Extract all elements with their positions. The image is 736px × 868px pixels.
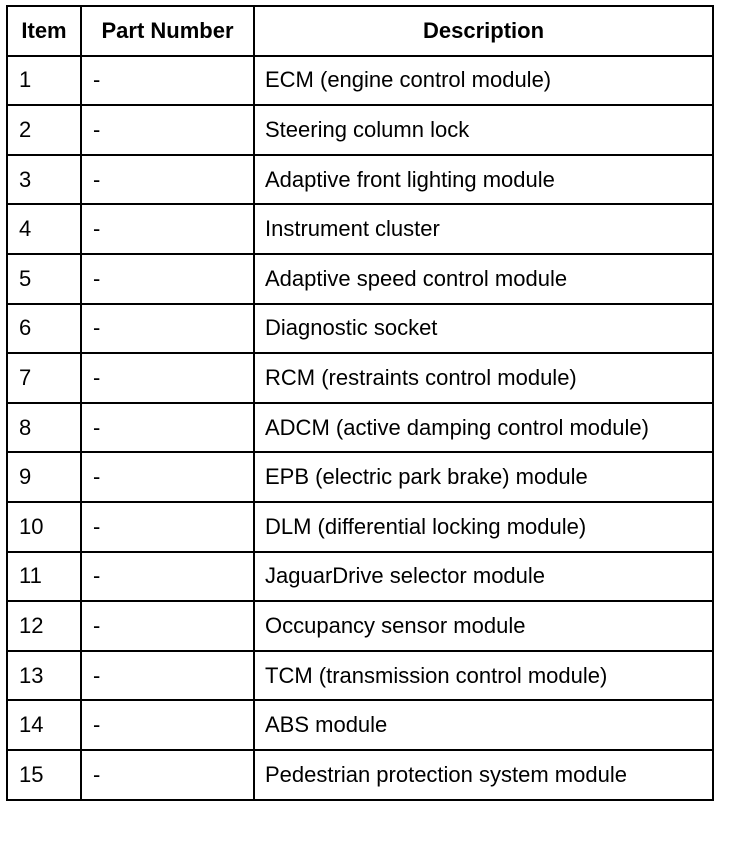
table-row (7, 601, 713, 651)
table-row (7, 304, 713, 354)
item-number: 11 (7, 552, 81, 602)
table-row (7, 502, 713, 552)
part-number: - (81, 56, 254, 106)
part-number: - (81, 651, 254, 701)
part-number: - (81, 204, 254, 254)
item-number: 4 (7, 204, 81, 254)
table-row (7, 353, 713, 403)
description: Occupancy sensor module (254, 601, 713, 651)
part-number: - (81, 155, 254, 205)
header-row (7, 6, 713, 56)
header-description: Description (254, 6, 713, 56)
item-number: 9 (7, 452, 81, 502)
part-number: - (81, 304, 254, 354)
table-row (7, 105, 713, 155)
table-row (7, 155, 713, 205)
part-number: - (81, 502, 254, 552)
item-number: 7 (7, 353, 81, 403)
table-row (7, 750, 713, 800)
table-body (7, 56, 713, 800)
description: JaguarDrive selector module (254, 552, 713, 602)
description: ADCM (active damping control module) (254, 403, 713, 453)
part-number: - (81, 353, 254, 403)
header-part-number: Part Number (81, 6, 254, 56)
item-number: 12 (7, 601, 81, 651)
description: ECM (engine control module) (254, 56, 713, 106)
description: RCM (restraints control module) (254, 353, 713, 403)
description: Diagnostic socket (254, 304, 713, 354)
part-number: - (81, 254, 254, 304)
part-number: - (81, 750, 254, 800)
description: TCM (transmission control module) (254, 651, 713, 701)
table-row (7, 204, 713, 254)
part-number: - (81, 403, 254, 453)
description: ABS module (254, 700, 713, 750)
table-row (7, 403, 713, 453)
table-row (7, 452, 713, 502)
table-row (7, 552, 713, 602)
description: Pedestrian protection system module (254, 750, 713, 800)
item-number: 1 (7, 56, 81, 106)
table-row (7, 700, 713, 750)
item-number: 10 (7, 502, 81, 552)
part-number: - (81, 601, 254, 651)
description: EPB (electric park brake) module (254, 452, 713, 502)
table-row (7, 651, 713, 701)
table-row (7, 56, 713, 106)
item-number: 5 (7, 254, 81, 304)
part-number: - (81, 552, 254, 602)
part-number: - (81, 452, 254, 502)
part-number: - (81, 105, 254, 155)
item-number: 6 (7, 304, 81, 354)
part-number: - (81, 700, 254, 750)
item-number: 2 (7, 105, 81, 155)
header-item: Item (7, 6, 81, 56)
description: Instrument cluster (254, 204, 713, 254)
item-number: 3 (7, 155, 81, 205)
item-number: 14 (7, 700, 81, 750)
table-header (7, 6, 713, 56)
item-number: 15 (7, 750, 81, 800)
description: Adaptive speed control module (254, 254, 713, 304)
description: Adaptive front lighting module (254, 155, 713, 205)
parts-table (6, 5, 714, 801)
item-number: 8 (7, 403, 81, 453)
item-number: 13 (7, 651, 81, 701)
table-row (7, 254, 713, 304)
description: DLM (differential locking module) (254, 502, 713, 552)
description: Steering column lock (254, 105, 713, 155)
